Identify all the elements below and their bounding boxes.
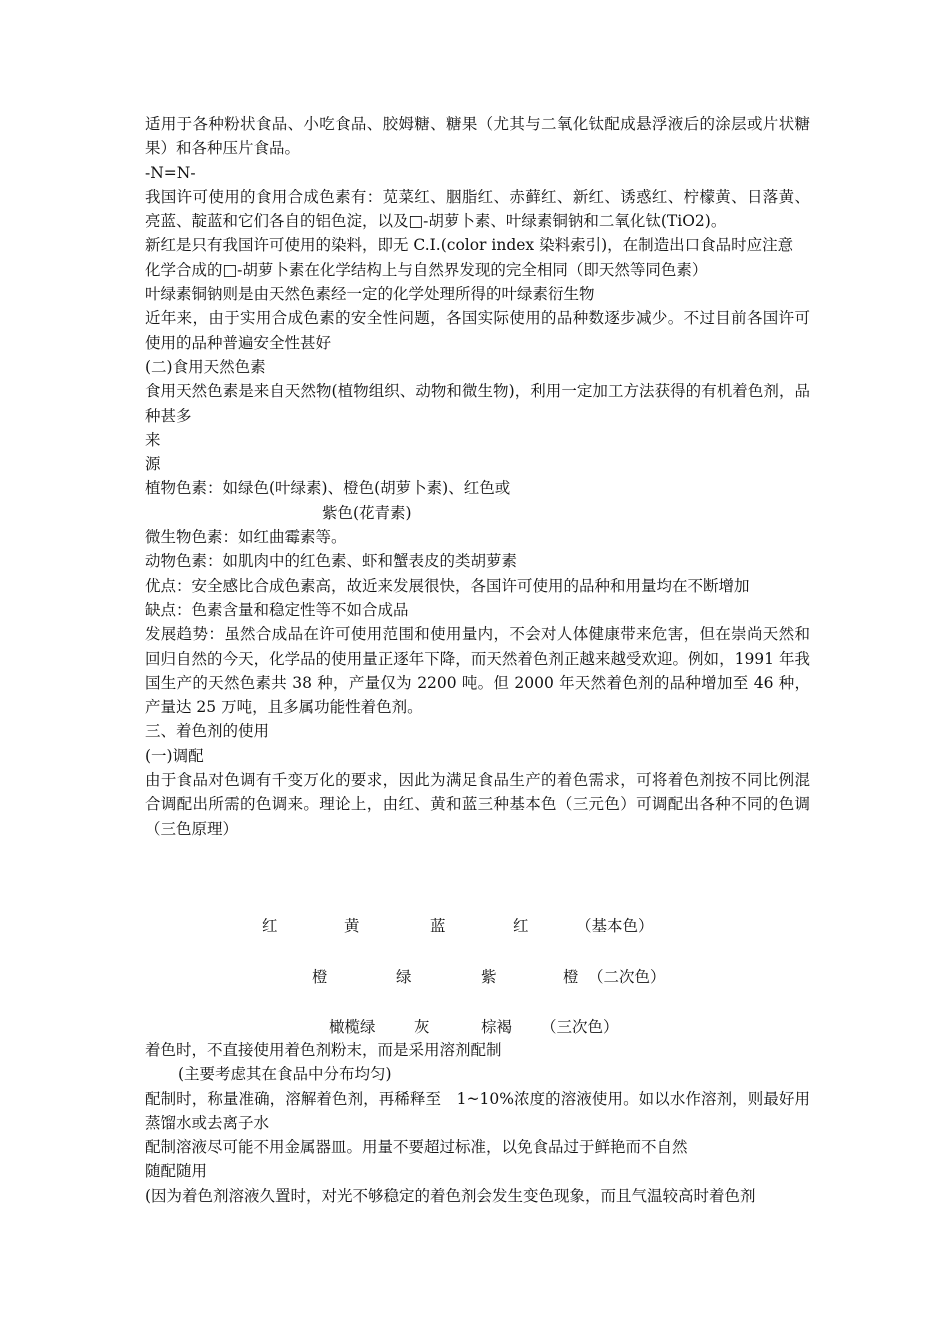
section-heading: (二)食用天然色素 [145, 357, 266, 376]
paragraph: 由于食品对色调有千变万化的要求，因此为满足食品生产的着色需求，可将着色剂按不同比例混合调配出所需的色调来。理论上，由红、黄和蓝三种基本色（三元色）可调配出各种不同的色调（三色原理） [145, 771, 810, 838]
row-caption: （基本色） [576, 917, 654, 935]
row-caption: （二次色） [588, 968, 666, 986]
color-label: 橙 [312, 968, 328, 986]
color-label: 橙 [563, 968, 579, 986]
color-label: 绿 [396, 968, 412, 986]
paragraph: 发展趋势：虽然合成品在许可使用范围和使用量内，不会对人体健康带来危害，但在崇尚天然和回归自然的今天，化学品的使用量正逐年下降，而天然着色剂正越来越受欢迎。例如，1991 年我国生产的天然色素共 38 种，产量仅为 2200 吨。但 2000 年天然着色剂的品种增加至 46 种，产量达 25 万吨，且多属功能性着色剂。 [145, 625, 810, 717]
paragraph: 来 [145, 430, 161, 449]
paragraph: 新红是只有我国许可使用的染料，即无 C.I.(color index 染料索引)，在制造出口食品时应注意 [145, 236, 794, 255]
paragraph: 植物色素：如绿色(叶绿素)、橙色(胡萝卜素)、红色或 [145, 479, 511, 498]
paragraph: 缺点：色素含量和稳定性等不如合成品 [145, 600, 409, 619]
paragraph: 微生物色素：如红曲霉素等。 [145, 528, 347, 547]
color-label: 红 [262, 917, 278, 935]
paragraph: 食用天然色素是来自天然物(植物组织、动物和微生物)，利用一定加工方法获得的有机着色剂，品种甚多 [145, 382, 810, 425]
color-label: 红 [513, 917, 529, 935]
paragraph: 叶绿素铜钠则是由天然色素经一定的化学处理所得的叶绿素衍生物 [145, 285, 595, 304]
color-label: 蓝 [430, 917, 446, 935]
paragraph: 随配随用 [145, 1162, 208, 1181]
paragraph: 配制时，称量准确，溶解着色剂，再稀释至 1~10%浓度的溶液使用。如以水作溶剂，则最好用蒸馏水或去离子水 [145, 1089, 810, 1132]
section-heading: (一)调配 [145, 746, 204, 765]
paragraph: 源 [145, 455, 161, 474]
paragraph: (主要考虑其在食品中分布均匀) [178, 1065, 392, 1084]
color-label: 棕褐 [481, 1018, 513, 1036]
paragraph: 适用于各种粉状食品、小吃食品、胶姆糖、糖果（尤其与二氧化钛配成悬浮液后的涂层或片状糖果）和各种压片食品。 [145, 115, 810, 158]
color-label: 灰 [414, 1018, 430, 1036]
row-caption: （三次色） [541, 1018, 619, 1036]
paragraph: 动物色素：如肌肉中的红色素、虾和蟹表皮的类胡萝素 [145, 552, 518, 571]
usage-text [145, 1038, 810, 1208]
paragraph: 紫色(花青素) [322, 503, 412, 522]
paragraph: 配制溶液尽可能不用金属器皿。用量不要超过标准，以免食品过于鲜艳而不自然 [145, 1138, 688, 1157]
paragraph: (因为着色剂溶液久置时，对光不够稳定的着色剂会发生变色现象，而且气温较高时着色剂 [145, 1186, 756, 1205]
color-label: 黄 [344, 917, 360, 935]
paragraph: 我国许可使用的食用合成色素有：苋菜红、胭脂红、赤藓红、新红、诱惑红、柠檬黄、日落黄、亮蓝、靛蓝和它们各自的铝色淀，以及□-胡萝卜素、叶绿素铜钠和二氧化钛(TiO2)。 [145, 187, 810, 231]
color-label: 紫 [481, 968, 497, 986]
section-heading: 三、着色剂的使用 [145, 722, 270, 741]
color-label: 橄榄绿 [329, 1018, 376, 1036]
paragraph: 近年来，由于实用合成色素的安全性问题，各国实际使用的品种数逐步减少。不过目前各国许可使用的品种普遍安全性甚好 [145, 309, 810, 352]
paragraph: -N=N- [145, 163, 196, 182]
body-text [145, 112, 810, 841]
paragraph: 优点：安全感比合成色素高，故近来发展很快，各国许可使用的品种和用量均在不断增加 [145, 576, 750, 595]
paragraph: 化学合成的□-胡萝卜素在化学结构上与自然界发现的完全相同（即天然等同色素） [145, 260, 708, 279]
paragraph: 着色时，不直接使用着色剂粉末，而是采用溶剂配制 [145, 1041, 502, 1059]
